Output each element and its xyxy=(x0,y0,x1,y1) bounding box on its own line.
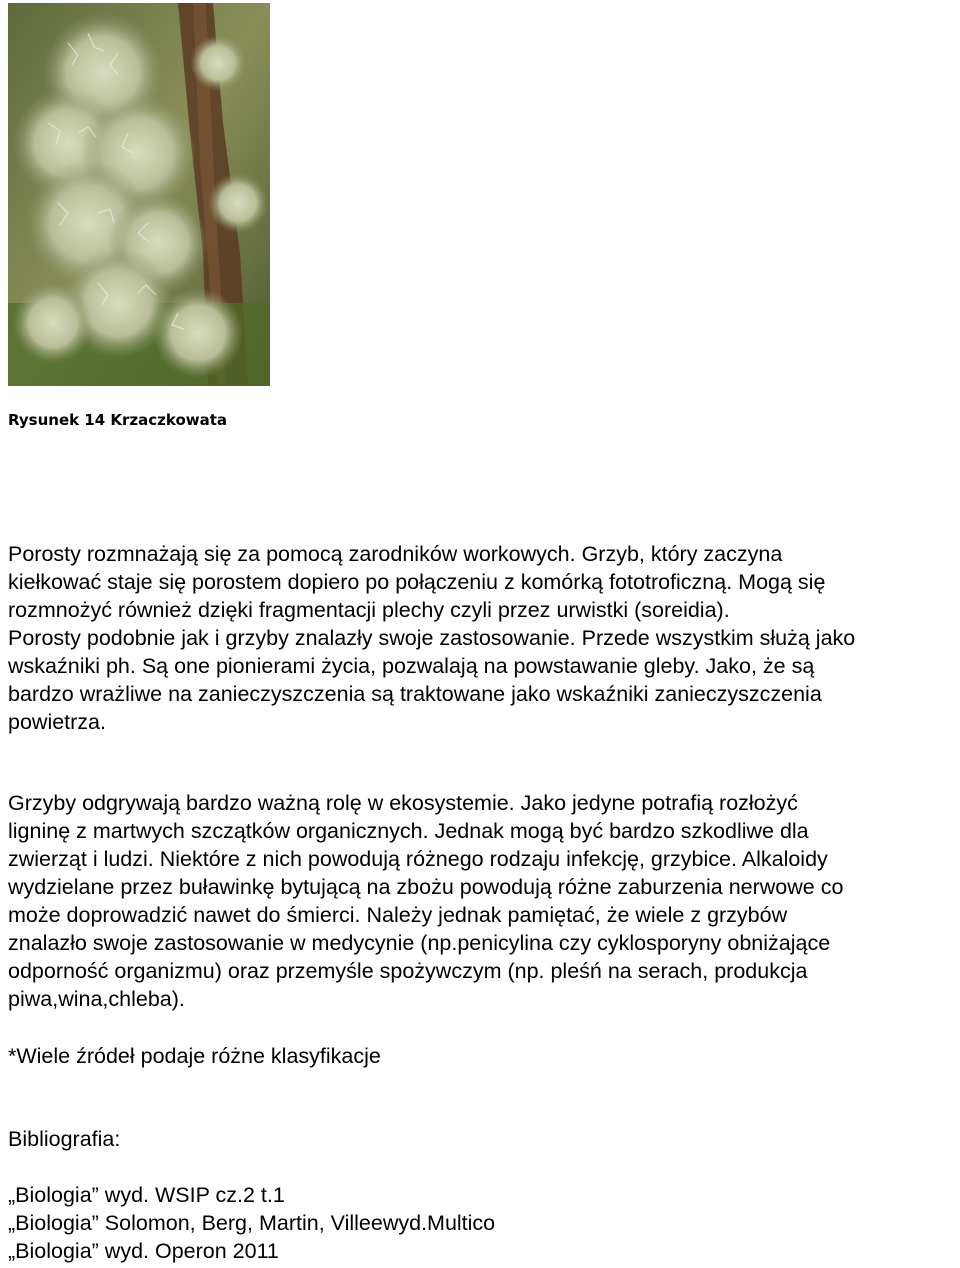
text-line: rozmnożyć również dzięki fragmentacji plechy czyli przez urwistki (soreidia). xyxy=(8,598,730,622)
paragraph-fungi xyxy=(8,789,843,1013)
paragraph-lichens xyxy=(8,540,855,736)
text-line: Porosty rozmnażają się za pomocą zarodników workowych. Grzyb, który zaczyna xyxy=(8,542,783,566)
text-line: zwierząt i ludzi. Niektóre z nich powodują różnego rodzaju infekcję, grzybice. Alkaloidy xyxy=(8,847,828,871)
bibliography-list xyxy=(8,1181,495,1265)
text-line: powietrza. xyxy=(8,710,106,734)
lichen-photo xyxy=(8,3,270,386)
bibliography-item: „Biologia” wyd. Operon 2011 xyxy=(8,1239,279,1263)
lichen-illustration xyxy=(8,3,270,386)
text-line: znalazło swoje zastosowanie w medycynie (np.penicylina czy cyklosporyny obniżające xyxy=(8,931,831,955)
bibliography-item: „Biologia” Solomon, Berg, Martin, Villeewyd.Multico xyxy=(8,1211,496,1235)
bibliography-item: „Biologia” wyd. WSIP cz.2 t.1 xyxy=(8,1183,285,1207)
text-line: ligninę z martwych szczątków organicznych. Jednak mogą być bardzo szkodliwe dla xyxy=(8,819,809,843)
classification-note: *Wiele źródeł podaje różne klasyfikacje xyxy=(8,1044,381,1068)
text-line: odporność organizmu) oraz przemyśle spożywczym (np. pleśń na serach, produkcja xyxy=(8,959,808,983)
figure-caption: Rysunek 14 Krzaczkowata xyxy=(8,411,228,429)
text-line: Porosty podobnie jak i grzyby znalazły swoje zastosowanie. Przede wszystkim służą jako xyxy=(8,626,856,650)
text-line: Grzyby odgrywają bardzo ważną rolę w ekosystemie. Jako jedyne potrafią rozłożyć xyxy=(8,791,798,815)
text-line: kiełkować staje się porostem dopiero po połączeniu z komórką fototroficzną. Mogą się xyxy=(8,570,826,594)
text-line: piwa,wina,chleba). xyxy=(8,987,185,1011)
text-line: wydzielane przez buławinkę bytującą na zbożu powodują różne zaburzenia nerwowe co xyxy=(8,875,844,899)
text-line: bardzo wrażliwe na zanieczyszczenia są traktowane jako wskaźniki zanieczyszczenia xyxy=(8,682,822,706)
text-line: wskaźniki ph. Są one pionierami życia, pozwalają na powstawanie gleby. Jako, że są xyxy=(8,654,815,678)
bibliography-heading: Bibliografia: xyxy=(8,1127,121,1151)
text-line: może doprowadzić nawet do śmierci. Należy jednak pamiętać, że wiele z grzybów xyxy=(8,903,788,927)
